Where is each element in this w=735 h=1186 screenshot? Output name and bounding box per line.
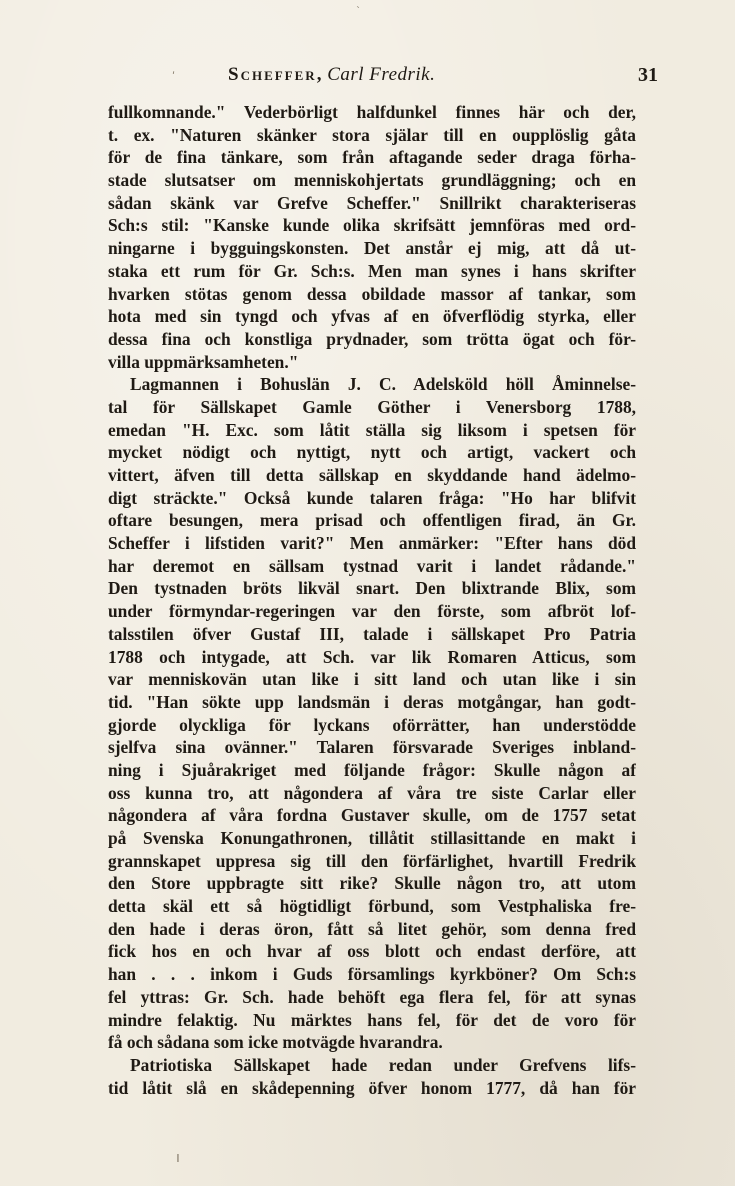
text-line: den hade i deras öron, fått så litet gehör, som denna fred xyxy=(108,918,636,939)
text-line: gjorde olyckliga för lyckans oförrätter, han understödde xyxy=(108,714,636,735)
text-line: 1788 och intygade, att Sch. var lik Romaren Atticus, som xyxy=(108,646,636,667)
text-line: var menniskovän utan like i sitt land och utan like i sin xyxy=(108,669,636,690)
text-line: villa uppmärksamheten." xyxy=(108,351,299,372)
text-line: mycket nödigt och nyttigt, nytt och artigt, vackert och xyxy=(108,442,636,463)
paragraph-start-line: Lagmannen i Bohuslän J. C. Adelsköld höll Åminnelse- xyxy=(130,374,636,395)
text-line: vittert, äfven till detta sällskap en skyddande hand ädelmo- xyxy=(108,465,636,485)
text-line: emedan "H. Exc. som låtit ställa sig liksom i spetsen för xyxy=(108,419,636,440)
text-line: under förmyndar-regeringen var den förste, som afbröt lof- xyxy=(108,601,636,622)
text-line: tal för Sällskapet Gamle Göther i Venersborg 1788, xyxy=(108,396,636,417)
text-line: hota med sin tyngd och yfvas af en öfverflödig styrka, eller xyxy=(108,306,636,327)
paragraph-start-line: Patriotiska Sällskapet hade redan under Grefvens lifs- xyxy=(130,1054,636,1075)
text-line: Sch:s stil: "Kanske kunde olika skrifsätt jemnföras med ord- xyxy=(108,215,636,236)
running-head-given-names: Carl Fredrik. xyxy=(327,64,436,85)
text-line: har deremot en sällsam tystnad varit i landet rådande." xyxy=(108,555,636,576)
text-line: t. ex. "Naturen skänker stora själar till en oupplöslig gåta xyxy=(108,124,636,145)
running-head-separator: , xyxy=(316,64,322,85)
page-header xyxy=(0,64,735,88)
text-line: någondera af våra fordna Gustaver skulle, om de 1757 setat xyxy=(108,805,636,826)
text-line: staka ett rum för Gr. Sch:s. Men man synes i hans skrifter xyxy=(108,260,636,281)
text-line: fick hos en och hvar af oss blott och endast derföre, att xyxy=(108,941,636,962)
running-head xyxy=(228,64,435,86)
paper-speck: ˋ xyxy=(356,6,361,17)
text-line: ning i Sjuårakriget med följande frågor: Skulle någon af xyxy=(108,759,636,780)
running-head-surname: Scheffer xyxy=(228,64,317,85)
text-line: stade slutsatser om menniskohjertats grundläggning; och en xyxy=(108,170,636,191)
text-line: fullkomnande." Vederbörligt halfdunkel finnes här och der, xyxy=(108,102,636,122)
text-line: Scheffer i lifstiden varit?" Men anmärker: "Efter hans död xyxy=(108,533,636,554)
text-line: fel yttras: Gr. Sch. hade behöft ega flera fel, för att synas xyxy=(108,986,636,1007)
text-line: han . . . inkom i Guds församlings kyrkböner? Om Sch:s xyxy=(108,964,636,985)
text-line: dessa fina och konstliga prydnader, som trötta ögat och för- xyxy=(108,328,636,349)
text-line: sådan skänk var Grefve Scheffer." Snillrikt charakteriseras xyxy=(108,192,636,213)
text-line: oss kunna tro, att någondera af våra tre siste Carlar eller xyxy=(108,782,636,803)
text-line: på Svenska Konungathronen, tillåtit stillasittande en makt i xyxy=(108,828,636,848)
text-line: grannskapet uppresa sig till den förfärlighet, hvartill Fredrik xyxy=(108,850,636,871)
text-line: tid låtit slå en skådepenning öfver honom 1777, då han för xyxy=(108,1077,636,1098)
text-line: Den tystnaden bröts likväl snart. Den blixtrande Blix, som xyxy=(108,578,636,599)
text-line: den Store uppbragte sitt rike? Skulle någon tro, att utom xyxy=(108,873,636,894)
text-line: mindre felaktig. Nu märktes hans fel, för det de voro för xyxy=(108,1009,636,1030)
paper-speck: ı xyxy=(176,1150,180,1166)
text-line: ningarne i bygguingskonsten. Det anstår ej mig, att då ut- xyxy=(108,238,636,259)
text-line: få och sådana som icke motvägde hvarandra. xyxy=(108,1032,443,1053)
text-line: tid. "Han sökte upp landsmän i deras motgångar, han godt- xyxy=(108,691,636,712)
text-line: talsstilen öfver Gustaf III, talade i sällskapet Pro Patria xyxy=(108,623,636,644)
page-number: 31 xyxy=(638,64,658,86)
paper-speck: ʹ xyxy=(172,70,176,83)
text-line: för de fina tänkare, som från aftagande seder draga förha- xyxy=(108,147,636,168)
body-text xyxy=(108,101,636,1099)
text-line: detta skäl ett så högtidligt förbund, som Vestphaliska fre- xyxy=(108,896,636,917)
text-line: hvarken stötas genom dessa obildade massor af tankar, som xyxy=(108,283,636,304)
text-line: digt sträckte." Också kunde talaren fråga: "Ho har blifvit xyxy=(108,487,636,508)
text-line: oftare besungen, mera prisad och offentligen firad, än Gr. xyxy=(108,510,636,531)
text-line: sjelfva sina ovänner." Talaren försvarade Sveriges inbland- xyxy=(108,737,636,758)
